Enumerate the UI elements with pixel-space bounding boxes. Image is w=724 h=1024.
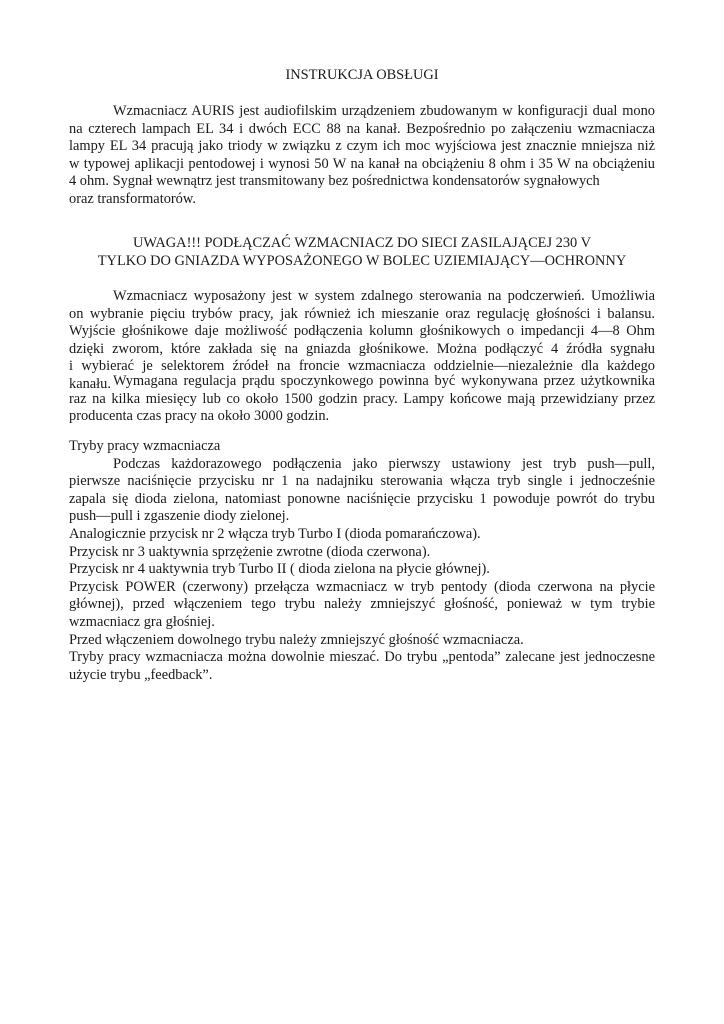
power-note-line: wzmacniacz gra głośniej.	[69, 613, 215, 630]
modes-heading: Tryby pracy wzmacniacza	[69, 438, 221, 454]
modes-list-item: Przycisk nr 4 uaktywnia tryb Turbo II ( dioda zielona na płycie głównej).	[69, 561, 490, 578]
features-line: on wybranie pięciu trybów pracy, jak również ich mieszanie oraz regulację głośności i balansu.	[69, 305, 655, 322]
modes-list-item: Przycisk nr 3 uaktywnia sprzężenie zwrotne (dioda czerwona).	[69, 543, 431, 560]
document-title: INSTRUKCJA OBSŁUGI	[285, 67, 439, 83]
features-line: i wybierać je selektorem źródeł na froncie wzmacniacza oddzielnie—niezależnie dla każdego	[69, 358, 655, 375]
maintenance-line: raz na kilka miesięcy lub co około 1500 godzin pracy. Lampy końcowe mają przewidziany przez	[69, 390, 655, 407]
modes-line: pierwsze naciśnięcie przycisku nr 1 na nadajniku sterowania włącza tryb single i jednocześnie	[69, 473, 655, 490]
intro-line: w typowej aplikacji pentodowej i wynosi 50 W na kanał na obciążeniu 8 ohm i 35 W na obciążeniu	[69, 155, 655, 172]
warning-line: UWAGA!!! PODŁĄCZAĆ WZMACNIACZ DO SIECI ZASILAJĄCEJ 230 V	[133, 235, 591, 251]
intro-line: na czterech lampach EL 34 i dwóch ECC 88 na kanał. Bezpośrednio po załączeniu wzmacniacza	[69, 120, 655, 137]
modes-line: zapala się dioda zielona, natomiast ponowne naciśnięcie przycisku 1 powoduje powrót do trybu	[69, 490, 655, 507]
maintenance-paragraph	[69, 373, 655, 426]
modes-section	[69, 438, 655, 684]
maintenance-line: Wymagana regulacja prądu spoczynkowego powinna być wykonywana przez użytkownika	[113, 373, 655, 389]
intro-paragraph	[69, 103, 655, 209]
power-note-line: Przycisk POWER (czerwony) przełącza wzmacniacz w tryb pentody (dioda czerwona na płycie	[69, 578, 655, 595]
features-line: Wzmacniacz wyposażony jest w system zdalnego sterowania na podczerwień. Umożliwia	[113, 288, 655, 304]
modes-line: Podczas każdorazowego podłączenia jako pierwszy ustawiony jest tryb push—pull,	[113, 455, 655, 472]
intro-line: oraz transformatorów.	[69, 190, 196, 207]
power-note-line: głównej), przed włączeniem tego trybu należy zmniejszyć głośność, ponieważ w tym trybie	[69, 596, 655, 613]
warning-notice	[69, 235, 655, 270]
mix-note-line: Tryby pracy wzmacniacza można dowolnie mieszać. Do trybu „pentoda” zalecane jest jednoczesne	[69, 649, 655, 666]
maintenance-line: producenta czas pracy na około 3000 godzin.	[69, 408, 330, 425]
modes-list-item: Analogicznie przycisk nr 2 włącza tryb Turbo I (dioda pomarańczowa).	[69, 525, 481, 542]
mix-note-line: użycie trybu „feedback”.	[69, 666, 213, 683]
features-line: dzięki zworom, które zakłada się na gniazda głośnikowe. Można podłączyć 4 źródła sygnału	[69, 340, 655, 357]
intro-line: 4 ohm. Sygnał wewnątrz jest transmitowany bez pośrednictwa kondensatorów sygnałowych	[69, 173, 600, 190]
features-line: kanału.	[69, 375, 111, 392]
features-line: Wyjście głośnikowe daje możliwość podłączenia kolumn głośnikowych o impedancji 4—8 Ohm	[69, 323, 655, 340]
modes-line: push—pull i zgaszenie diody zielonej.	[69, 508, 290, 525]
intro-line: lampy EL 34 pracują jako triody w związku z czym ich moc wyjściowa jest znacznie mniejsza niż	[69, 138, 655, 155]
warning-line: TYLKO DO GNIAZDA WYPOSAŻONEGO W BOLEC UZIEMIAJĄCY—OCHRONNY	[97, 252, 627, 269]
volume-note: Przed włączeniem dowolnego trybu należy zmniejszyć głośność wzmacniacza.	[69, 631, 524, 648]
intro-line: Wzmacniacz AURIS jest audiofilskim urządzeniem zbudowanym w konfiguracji dual mono	[113, 103, 655, 119]
